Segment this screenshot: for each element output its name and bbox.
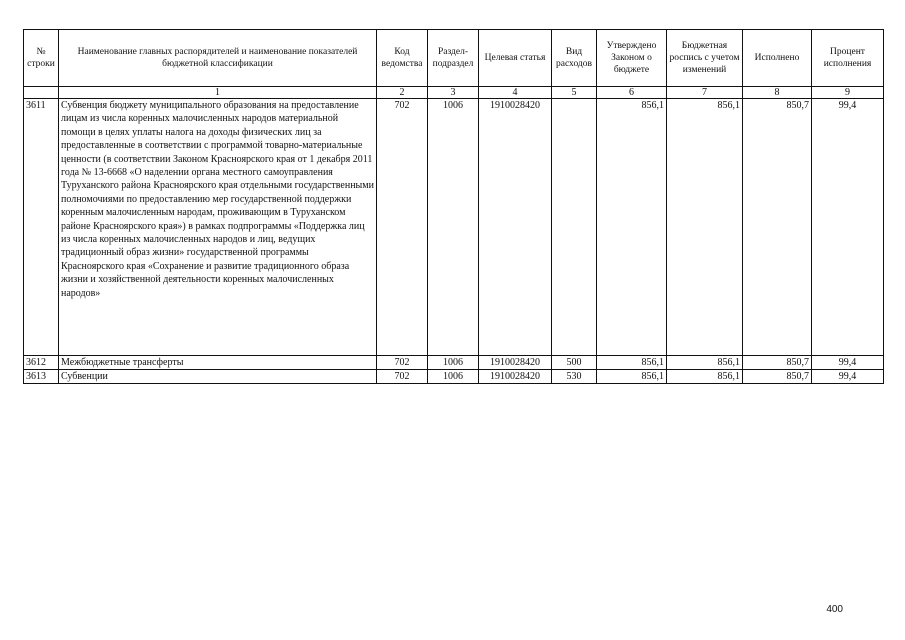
header-row <box>24 30 884 87</box>
column-number: 9 <box>812 87 884 99</box>
header-row-number: № строки <box>24 30 59 87</box>
column-number: 7 <box>667 87 743 99</box>
row-schedule: 856,1 <box>667 356 743 370</box>
row-target: 1910028420 <box>479 356 552 370</box>
row-name: Субвенции <box>59 370 377 384</box>
row-number: 3611 <box>24 99 59 356</box>
row-dept-code: 702 <box>377 99 428 356</box>
table-row <box>24 99 884 356</box>
header-dept-code: Код ведомства <box>377 30 428 87</box>
row-target: 1910028420 <box>479 370 552 384</box>
row-number: 3612 <box>24 356 59 370</box>
column-number: 1 <box>59 87 377 99</box>
column-number <box>24 87 59 99</box>
row-dept-code: 702 <box>377 356 428 370</box>
row-number: 3613 <box>24 370 59 384</box>
header-schedule: Бюджетная роспись с учетом изменений <box>667 30 743 87</box>
row-target: 1910028420 <box>479 99 552 356</box>
row-approved: 856,1 <box>597 356 667 370</box>
row-name: Межбюджетные трансферты <box>59 356 377 370</box>
row-executed: 850,7 <box>743 99 812 356</box>
row-schedule: 856,1 <box>667 370 743 384</box>
column-number: 2 <box>377 87 428 99</box>
header-target: Целевая статья <box>479 30 552 87</box>
table-row <box>24 370 884 384</box>
row-percent: 99,4 <box>812 99 884 356</box>
row-executed: 850,7 <box>743 370 812 384</box>
column-number: 8 <box>743 87 812 99</box>
column-number: 5 <box>552 87 597 99</box>
header-section: Раздел-подраздел <box>428 30 479 87</box>
row-approved: 856,1 <box>597 370 667 384</box>
row-executed: 850,7 <box>743 356 812 370</box>
row-approved: 856,1 <box>597 99 667 356</box>
row-section: 1006 <box>428 356 479 370</box>
page-number: 400 <box>826 604 843 615</box>
column-number-row <box>24 87 884 99</box>
row-section: 1006 <box>428 370 479 384</box>
row-expense-type: 500 <box>552 356 597 370</box>
row-section: 1006 <box>428 99 479 356</box>
table-row <box>24 356 884 370</box>
header-executed: Исполнено <box>743 30 812 87</box>
row-dept-code: 702 <box>377 370 428 384</box>
header-approved: Утверждено Законом о бюджете <box>597 30 667 87</box>
row-expense-type <box>552 99 597 356</box>
column-number: 3 <box>428 87 479 99</box>
row-expense-type: 530 <box>552 370 597 384</box>
row-name: Субвенция бюджету муниципального образования на предоставление лицам из числа коренных малочисленных народов материальной помощи в целях уплаты налога на доходы физических лиц за предоставленные в соответствии с программой товарно-материальные ценности (в соответствии Законом Красноярского края от 1 декабря 2011 года № 13-6668 «О наделении органа местного самоуправления Туруханского района Красноярского края отдельными государственными полномочиями по предоставлению мер государственной поддержки коренным малочисленным народам, проживающим в Туруханском районе Красноярского края») в рамках подпрограммы «Поддержка лиц из числа коренных малочисленных народов и лиц, ведущих традиционный образ жизни» государственной программы Красноярского края «Сохранение и развитие традиционного образа жизни и хозяйственной деятельности коренных малочисленных народов» <box>59 99 377 356</box>
row-percent: 99,4 <box>812 370 884 384</box>
header-name: Наименование главных распорядителей и наименование показателей бюджетной классификации <box>59 30 377 87</box>
column-number: 4 <box>479 87 552 99</box>
row-percent: 99,4 <box>812 356 884 370</box>
header-expense-type: Вид расходов <box>552 30 597 87</box>
header-percent: Процент исполнения <box>812 30 884 87</box>
row-schedule: 856,1 <box>667 99 743 356</box>
budget-table <box>23 29 884 384</box>
column-number: 6 <box>597 87 667 99</box>
